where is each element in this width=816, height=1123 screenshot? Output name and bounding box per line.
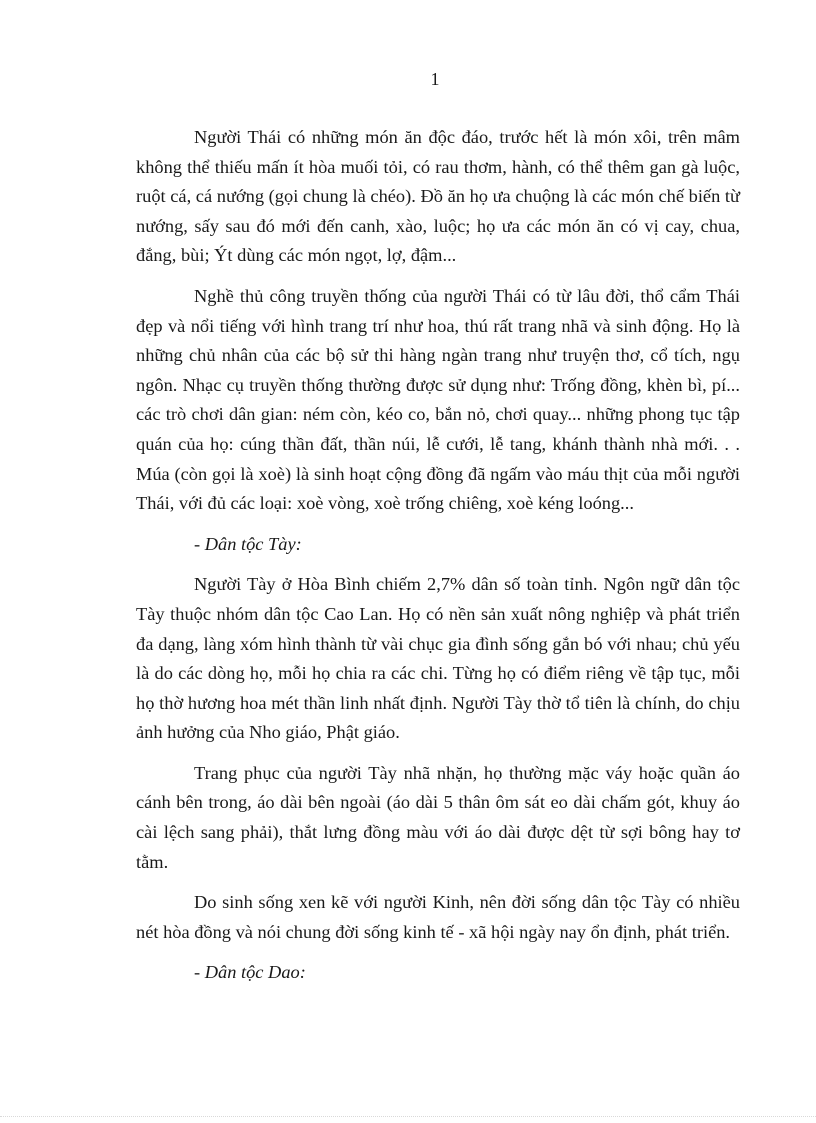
paragraph-thai-crafts: Nghề thủ công truyền thống của người Thái có từ lâu đời, thổ cẩm Thái đẹp và nổi tiếng với hình trang trí như hoa, thú rất trang nhã và sinh động. Họ là những chủ nhân của các bộ sử thi hàng ngàn trang như truyện thơ, cổ tích, ngụ ngôn. Nhạc cụ truyền thống thường được sử dụng như: Trống đồng, khèn bì, pí... các trò chơi dân gian: ném còn, kéo co, bắn nỏ, chơi quay... những phong tục tập quán của họ: cúng thần đất, thần núi, lễ cưới, lễ tang, khánh thành nhà mới. . . Múa (còn gọi là xoè) là sinh hoạt cộng đồng đã ngấm vào máu thịt của mỗi người Thái, với đủ các loại: xoè vòng, xoè trống chiêng, xoè kéng loóng...: [136, 285, 740, 514]
paragraph-tay-population: Người Tày ở Hòa Bình chiếm 2,7% dân số toàn tỉnh. Ngôn ngữ dân tộc Tày thuộc nhóm dân tộc Cao Lan. Họ có nền sản xuất nông nghiệp và phát triển đa dạng, làng xóm hình thành từ vài chục gia đình sống gắn bó với nhau; chủ yếu là do các dòng họ, mỗi họ chia ra các chi. Từng họ có điểm riêng về tập tục, mỗi họ thờ hương hoa mét thần linh nhất định. Người Tày thờ tổ tiên là chính, do chịu ảnh hưởng của Nho giáo, Phật giáo.: [136, 574, 740, 743]
document-body: [136, 123, 740, 999]
heading-tay-ethnic: - Dân tộc Tày:: [194, 533, 302, 554]
paragraph-thai-cuisine: Người Thái có những món ăn độc đáo, trước hết là món xôi, trên mâm không thể thiếu mấn ít hòa muối tỏi, có rau thơm, hành, có thể thêm gan gà luộc, ruột cá, cá nướng (gọi chung là chéo). Đồ ăn họ ưa chuộng là các món chế biến từ nướng, sấy sau đó mới đến canh, xào, luộc; họ ưa các món ăn có vị cay, chua, đắng, bùi; Ýt dùng các món ngọt, lợ, đậm...: [136, 127, 740, 266]
page-number: 1: [430, 69, 440, 89]
heading-dao-ethnic: - Dân tộc Dao:: [194, 962, 306, 983]
paragraph-tay-life: Do sinh sống xen kẽ với người Kinh, nên đời sống dân tộc Tày có nhiều nét hòa đồng và nói chung đời sống kinh tế - xã hội ngày nay ổn định, phát triển.: [136, 892, 740, 942]
page-bottom-divider: [0, 1116, 816, 1117]
paragraph-tay-costume: Trang phục của người Tày nhã nhặn, họ thường mặc váy hoặc quần áo cánh bên trong, áo dài bên ngoài (áo dài 5 thân ôm sát eo dài chấm gót, khuy áo cài lệch sang phải), thắt lưng đồng màu với áo dài được dệt từ sợi bông hay tơ tằm.: [136, 762, 740, 872]
